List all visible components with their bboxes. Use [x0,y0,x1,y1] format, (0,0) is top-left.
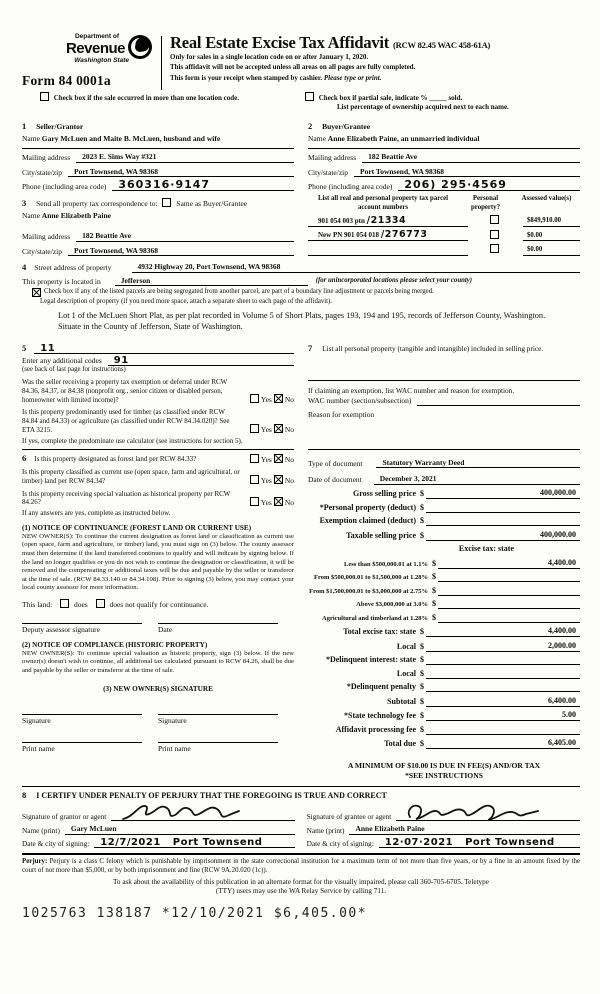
affidavit-processing-fee-row: Affidavit processing fee $ [308,725,580,735]
washington-state-label: Washington State [74,56,129,64]
county-note: (for unincorporated locations please select your county) [315,277,473,285]
tier4-row: Above $3,000,000 at 3.0% $ [308,599,580,609]
gross-selling-price-row: Gross selling price $ 400,000.00 [308,488,580,499]
parcel-number-field[interactable] [308,255,468,256]
tier2-field[interactable] [438,572,580,582]
predominate-use-note: If yes, complete the predominate use calculator (see instructions for section 5). [22,436,243,445]
deputy-assessor-signature-line[interactable]: Deputy assessor signature [22,623,142,634]
use-code-field[interactable]: 11 [34,344,294,354]
assessed-value-header: Assessed value(s) [521,195,572,203]
does-not-qualify-checkbox[interactable] [96,599,105,608]
street-address-field[interactable]: 4932 Highway 20, Port Townsend, WA 98368 [132,262,580,272]
assessed-value-field[interactable]: $849,910.00 [523,217,580,226]
exemption-question: Was the seller receiving a property tax exemption or deferral under RCW 84.36, 84.37, or 84.38 (nonprofit org., senior citizen or disabled person, homeowner with limited income)? Yes No [22,378,294,404]
document-type-field[interactable]: Statutory Warranty Deed [376,458,580,468]
see-back-note: (see back of last page for instructions) [22,365,126,373]
parcel-numbers-header: List all real and personal property tax parcel account numbers [317,195,449,211]
current-use-no-checkbox[interactable] [274,475,283,484]
delinquent-interest-state-field[interactable] [426,655,580,665]
header-note-1: Only for sales in a single location code on or after January 1, 2020. [170,53,369,61]
seller-city-field[interactable]: Port Townsend, WA 98368 [68,167,294,177]
taxable-selling-price-row: Taxable selling price $ 400,000.00 [308,530,580,541]
alternate-format-note: To ask about the availability of this publication in an alternate format for the visually impaired, please call 360-705-6705. Teletype (TTY) users may use the WA Relay Service by calling 711. [113,877,489,895]
section-8-number: 8 [22,790,27,801]
total-due-row: Total due $ 6,405.00 [308,738,580,749]
certification-section [22,786,580,847]
cashier-stamp: 1025763 138187 *12/10/2021 $6,405.00* [22,905,368,921]
grantor-print-name-field[interactable]: Gary McLuen [65,824,296,834]
minimum-fee-note: A MINIMUM OF $10.00 IS DUE IN FEE(S) AND/OR TAX *SEE INSTRUCTIONS [347,761,541,780]
forest-no-checkbox[interactable] [274,454,283,463]
additional-codes-field[interactable]: 91 [108,356,294,366]
grantor-signature [119,801,254,823]
continuance-body: NEW OWNER(S): To continue the current designation as forest land or classification as current use (open space, farm and agriculture, or timber) land, you must sign on (3) below. The county assessor must then determine if the land transferred continues to qualify and will indicate by signing below. If the land no longer qualifies or you do not wish to continue the designation or classification, it will be removed and the compensating or additional taxes will be due and payable by the seller or transferor at the time of sale. (RCW 84.33.140 or 84.34.108). Prior to signing (3) below, you may contact your local county assessor for more information. [22,532,294,592]
timber-question: Is this property predominantly used for timber (as classified under RCW 84.84 and 84.33) or agriculture (as classified under RCW 84.34.020)? See ETA 3215. Yes No [22,408,294,435]
multi-location-checkbox[interactable] [40,92,49,101]
delinquent-interest-local-row: Local $ [308,669,580,679]
historic-no-checkbox[interactable] [274,497,283,506]
dept-of-label: Department of [74,33,119,40]
agricultural-field[interactable] [438,613,580,623]
parcel-row [308,244,580,255]
historic-question: Is this property receiving special valuation as historical property per RCW 84.26? Yes No [22,489,294,507]
multi-location-option: Check box if the sale occurred in more than one location code. [40,92,295,112]
land-qualify-row: This land: does does not qualify for continuance. [22,599,209,609]
tier1-row: Less than $500,000.01 at 1.1% $ 4,400.00 [308,558,580,569]
correspondence-city-field[interactable]: Port Townsend, WA 98368 [68,246,294,256]
personal-property-header: Personal property? [471,195,500,211]
revenue-wordmark: Revenue [65,39,125,57]
segregated-parcel-text: Check box if any of the listed parcels are being segregated from another parcel, are part of a boundary line adjustment or parcels being merged. [44,287,434,295]
grantor-signature-block: Signature of grantor or agent Name (print) Gary McLuen Date & city of signing: 12/7/2021 Port Townsend [22,801,295,847]
timber-yes-checkbox[interactable] [250,424,259,433]
buyer-city-field[interactable]: Port Townsend, WA 98368 [354,167,580,177]
certification-statement: I CERTIFY UNDER PENALTY OF PERJURY THAT THE FOREGOING IS TRUE AND CORRECT [36,791,387,801]
reason-for-exemption-label: Reason for exemption [308,409,375,419]
section-7-number: 7 [308,342,313,353]
grantee-date-city-field[interactable]: 12·07·2021 Port Townsend [379,838,580,848]
buyer-phone-row: Phone (including area code) 206) 295·4569 [308,181,580,191]
section-2-number: 2 [308,121,313,132]
seller-mailing-field[interactable]: 2023 E. Sims Way #321 [76,152,294,162]
new-owner-signature-title: (3) NEW OWNER(S) SIGNATURE [103,685,213,694]
header [22,34,580,90]
section-1-number: 1 [22,121,27,132]
subtotal-row: Subtotal $ 6,400.00 [308,696,580,707]
forest-land-section: 6 Is this property designated as forest land per RCW 84.33? Yes No Is this property classified as current use (open space, farm and agricultural, or timber) land per RCW 84.34? Yes No Is this property receiving special valuation as historical property per RCW 84.26? Yes No If any answers are yes, complete as instructed below. (1) NOTICE OF CONTINUANCE (FOREST LAND OR CURRENT USE) NEW OWNER(S): To continue the current designation as forest land or classification as current use (open space, farm and agriculture, or timber) land, you must sign on (3) below. The county assessor must then determine if the land transferred continues to qualify and will indicate by signing below. If the land no longer qualifies or you do not wish to continue the designation or classification, it will be removed and the compensating or additional taxes will be due and payable by the seller or transferor at the time of sale. (RCW 84.33.140 or 84.34.108). Prior to signing (3) below, you may contact your local county assessor for more information. This land: does does not qualify for continuance. Deputy assessor signature Date (2) NOTICE OF COMPLIANCE (HISTORIC PROPERTY) NEW OWNER(S): To continue special valuation as historic property, sign (3) below. If the new owner(s) doesn't wish to continue, all additional tax calculated pursuant to RCW 84.26, shall be due and payable by the seller or transferor at the time of sale. (3) NEW OWNER(S) SIGNATURE Signature Signature Print name Print name [22,449,294,753]
total-excise-state-field[interactable]: 4,400.00 [426,626,580,637]
correspondence-mailing-row: Mailing address 182 Beattie Ave [22,231,294,241]
parcel-row [308,215,580,226]
historic-yes-checkbox[interactable] [250,497,259,506]
seller-city-row: City/state/zip Port Townsend, WA 98368 [22,167,294,177]
subtotal-field[interactable]: 6,400.00 [426,696,580,707]
parcel-row [308,230,580,241]
header-note-2: This affidavit will not be accepted unless all areas on all pages are fully completed. [170,63,416,72]
state-technology-fee-field[interactable]: 5.00 [426,710,580,721]
personal-property-checkbox-3[interactable] [490,244,499,253]
owner-signature-line-1[interactable]: Signature [22,714,142,725]
section-6-number: 6 [22,453,27,464]
affidavit-processing-fee-field[interactable] [426,725,580,735]
timber-no-checkbox[interactable] [274,424,283,433]
property-section: 4 Street address of property 4932 Highway 20, Port Townsend, WA 98368 This property is located in Jefferson (for unincorporated locations please select your county) Check box if any of the listed parcels are being segregated from another parcel, are part of a boundary line adjustment or parcels being merged. Legal description of property (if you need more space, attach a separate sheet to each page of the affidavit). Lot 1 of the McLuen Short Plat, as per plat recorded in Volume 5 of Short Plats, pages 193, 194 and 195, records of Jefferson County, Washington. Situate in the County of Jefferson, State of Washington. [22,262,580,333]
exemption-claim-note: If claiming an exemption, list WAC number and reason for exemption. [308,385,515,395]
ownership-percentage-note: List percentage of ownership acquired next to each name. [337,102,509,111]
exemption-claimed-row: Exemption claimed (deduct) $ [308,516,580,526]
grantee-signature [404,801,549,823]
rcw-reference: (RCW 82.45 WAC 458-61A) [393,40,491,50]
exemption-no-checkbox[interactable] [274,394,283,403]
total-due-field[interactable]: 6,405.00 [426,738,580,749]
personal-property-checkbox-2[interactable] [490,230,499,239]
section-3-number: 3 [22,198,27,209]
assessed-value-field[interactable]: $0.00 [523,232,580,241]
tier4-field[interactable] [438,599,580,609]
correspondence-name: Anne Elizabeth Paine [41,210,111,220]
header-note-3: This form is your receipt when stamped by cashier. Please type or print. [170,73,382,82]
seller-section [22,121,294,256]
excise-tax-state-header: Excise tax: state [458,544,514,554]
personal-property-blank[interactable] [308,354,580,381]
county-field[interactable]: Jefferson [115,276,308,286]
personal-property-deduct-field[interactable] [426,503,580,513]
grantor-signature-field[interactable] [111,804,295,821]
legal-description-label: Legal description of property (if you need more space, attach a separate sheet to each page of the affidavit). [40,297,333,305]
seller-phone-row: Phone (including area code) 360316·9147 [22,181,294,191]
assessed-value-field[interactable]: $0.00 [523,246,580,255]
personal-property-checkbox-1[interactable] [490,215,499,224]
personal-property-deduct-row: *Personal property (deduct) $ [308,503,580,513]
page-title: Real Estate Excise Tax Affidavit (RCW 82.45 WAC 458-61A) [170,33,491,52]
revenue-swirl-icon [127,34,153,60]
compliance-body: NEW OWNER(S): To continue special valuation as historic property, sign (3) below. If the new owner(s) doesn't wish to continue, all additional tax calculated pursuant to RCW 84.26, shall be due and payable by the seller or transferor at the time of sale. [22,649,294,674]
grantor-date-city-field[interactable]: 12/7/2021 Port Townsend [94,838,295,848]
document-date-field[interactable]: December 3, 2021 [374,474,580,484]
total-excise-state-row: Total excise tax: state $ 4,400.00 [308,626,580,637]
seller-heading: Seller/Grantor [36,122,84,132]
current-use-yes-checkbox[interactable] [250,475,259,484]
buyer-name: Anne Elizabeth Paine, an unmarried individual [327,134,480,143]
correspondence-city-row: City/state/zip Port Townsend, WA 98368 [22,246,294,256]
state-technology-fee-row: *State technology fee $ 5.00 [308,710,580,721]
parcel-table [308,195,580,255]
agricultural-row: Agricultural and timberland at 1.28% $ [308,613,580,623]
header-divider [161,36,162,90]
grantee-signature-block: Signature of grantee or agent Name (print) Anne Elizabeth Paine Date & city of signing: 12·07·2021 Port Townsend [307,801,580,847]
local-tax-field[interactable]: 2,000.00 [426,641,580,652]
parcel-number-field[interactable]: 901 054 003 ptn /21334 [308,217,468,227]
perjury-notice: Perjury: Perjury is a class C felony which is punishable by imprisonment in the state correctional institution for a maximum term of not more than five years, or by a fine in an amount fixed by the court of not more than $5,000, or by both imprisonment and fine (RCW 9A.20.020 (1c)). [22,853,580,876]
delinquent-interest-local-field[interactable] [426,669,580,679]
owner-print-name-line-1[interactable]: Print name [22,742,142,753]
buyer-city-row: City/state/zip Port Townsend, WA 98368 [308,167,580,177]
current-use-question: Is this property classified as current use (open space, farm and agricultural, or timber) land per RCW 84.34? Yes No [22,468,294,486]
if-yes-note: If any answers are yes, complete as instructed below. [22,509,171,518]
continuance-title: (1) NOTICE OF CONTINUANCE (FOREST LAND OR CURRENT USE) [22,523,252,532]
form-number: Form 84 0001a [22,73,111,88]
correspondence-mailing-field[interactable]: 182 Beattie Ave [76,231,294,241]
partial-sale-option: Check box if partial sale, indicate % _____ sold. List percentage of ownership acquired next to each name. [305,92,509,112]
tax-column: 7 List all personal property (tangible and intangible) included in selling price. If claiming an exemption, list WAC number and reason for exemption. WAC number (section/subsection) Reason for exemption Type of document Statutory Warranty Deed Date of document December 3, 2021 Gross selling price $ 400,000.00 *Personal property (deduct) $ Exemption claimed (deduct) $ Taxable selling price $ 400,000.00 Excise tax: state Less than $500,000.01 at 1.1% $ 4,400.00 From $500,000.01 to $1,500,000 at 1.28% $ From $1,500,000.01 to $3,000,000 at 2.75% $ Above $3,000,000 at 3.0% $ Agricultural and timberland at 1.28% $ Total excise tax: state $ 4,400.00 Local $ 2,000.00 *Delinquent interest: state $ Local $ *Delinquent penalty $ Subtotal $ 6,400.00 *State technology fee $ 5.00 Affidavit processing fee $ Total due $ 6,405.00 A MINIMUM OF $10.00 IS DUE IN FEE(S) AND/OR TAX *SEE INSTRUCTIONS [308,343,580,780]
exemption-claimed-field[interactable] [426,516,580,526]
tier1-field[interactable]: 4,400.00 [438,558,580,569]
compliance-title: (2) NOTICE OF COMPLIANCE (HISTORIC PROPERTY) [22,640,208,649]
personal-property-section: 7 List all personal property (tangible and intangible) included in selling price. [308,342,544,353]
buyer-name-row: Name Anne Elizabeth Paine, an unmarried individual [308,134,480,143]
owner-print-name-line-2[interactable]: Print name [158,742,278,753]
exemption-yes-checkbox[interactable] [250,394,259,403]
section-5-number: 5 [22,342,27,353]
owner-signature-line-2[interactable]: Signature [158,714,278,725]
taxable-selling-price-field[interactable]: 400,000.00 [426,530,580,541]
buyer-phone-field[interactable]: 206) 295·4569 [398,181,580,191]
seller-phone-field[interactable]: 360316·9147 [112,181,294,191]
grantee-print-name-field[interactable]: Anne Elizabeth Paine [349,824,580,834]
forest-yes-checkbox[interactable] [250,454,259,463]
delinquent-interest-state-row: *Delinquent interest: state $ [308,655,580,665]
local-tax-row: Local $ 2,000.00 [308,641,580,652]
legal-description: Lot 1 of the McLuen Short Plat, as per plat recorded in Volume 5 of Short Plats, pages 193, 194 and 195, records of Jefferson County, Washington. Situate in the County of Jefferson, State of Washington. [58,311,546,332]
correspondence-name-row: Name Anne Elizabeth Paine [22,210,111,220]
buyer-heading: Buyer/Grantee [322,122,371,132]
delinquent-penalty-row: *Delinquent penalty $ [308,682,580,692]
section-4-number: 4 [22,261,27,272]
wac-number-field[interactable] [417,396,580,406]
seller-name: Gary McLuen and Maite B. McLuen, husband and wife [41,134,221,143]
seller-name-row: Name Gary McLuen and Maite B. McLuen, husband and wife [22,134,221,143]
use-classification-column: 5 11 Enter any additional codes 91 (see back of last page for instructions) Was the seller receiving a property tax exemption or deferral under RCW 84.36, 84.37, or 84.38 (nonprofit org., senior citizen or disabled person, homeowner with limited income)? Yes No Is this property predominantly used for timber (as classified under RCW 84.84 and 84.33) or agriculture (as classified under RCW 84.34.020)? See ETA 3215. Yes No If yes, complete the predominate use calculator (see instructions for section 5). 6 Is this property designated as forest land per RCW 84.33? Yes No Is this property classified as current use (open space, farm and agricultural, or timber) land per RCW 84.34? Yes No Is this property receiving special valuation as historical property per RCW 84.26? Yes No If any answers are yes, complete as instructed below. (1) NOTICE OF CONTINUANCE (FOREST LAND OR CURRENT USE) NEW OWNER(S): To continue the current designation as forest land or classification as current use (open space, farm and agriculture, or timber) land, you must sign on (3) below. The county assessor must then determine if the land transferred continues to qualify and will indicate by signing below. If the land no longer qualifies or you do not wish to continue the designation or classification, it will be removed and the compensating or additional taxes will be due and payable by the seller or transferor at the time of sale. (RCW 84.33.140 or 84.34.108). Prior to signing (3) below, you may contact your local county assessor for more information. This land: does does not qualify for continuance. Deputy assessor signature Date (2) NOTICE OF COMPLIANCE (HISTORIC PROPERTY) NEW OWNER(S): To continue special valuation as historic property, sign (3) below. If the new owner(s) doesn't wish to continue, all additional tax calculated pursuant to RCW 84.26, shall be due and payable by the seller or transferor at the time of sale. (3) NEW OWNER(S) SIGNATURE Signature Signature Print name Print name [22,342,294,753]
delinquent-penalty-field[interactable] [426,682,580,692]
does-qualify-checkbox[interactable] [60,599,69,608]
reason-for-exemption-blank[interactable] [308,419,580,450]
same-as-buyer-checkbox[interactable] [162,198,171,207]
tier3-row: From $1,500,000.01 to $3,000,000 at 2.75% $ [308,586,580,596]
parcel-number-field[interactable]: New PN 901 054 018 /276773 [308,231,468,241]
tier3-field[interactable] [438,586,580,596]
gross-selling-price-field[interactable]: 400,000.00 [426,488,580,499]
deputy-date-line[interactable]: Date [158,623,278,634]
buyer-mailing-field[interactable]: 182 Beattie Ave [362,152,580,162]
correspondence-row: 3 Send all property tax correspondence to: Same as Buyer/Grantee [22,198,248,209]
grantee-signature-field[interactable] [396,804,580,821]
dor-logo [22,34,157,64]
segregated-parcel-checkbox[interactable] [32,288,41,297]
buyer-section [308,121,580,256]
seller-mailing-row: Mailing address 2023 E. Sims Way #321 [22,148,294,162]
tier2-row: From $500,000.01 to $1,500,000 at 1.28% $ [308,572,580,582]
partial-sale-checkbox[interactable] [305,92,314,101]
buyer-mailing-row: Mailing address 182 Beattie Ave [308,148,580,162]
